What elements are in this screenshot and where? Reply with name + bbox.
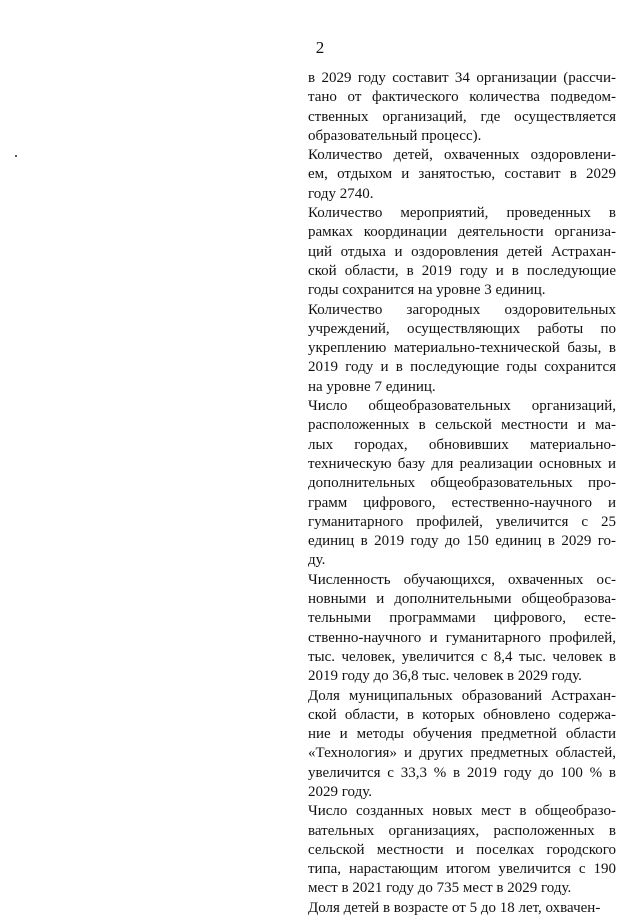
text-line: Доля муниципальных образований Астрахан- — [308, 687, 616, 704]
text-line: тано от фактического количества подведом- — [308, 89, 616, 106]
text-line: Число общеобразовательных организаций, — [308, 398, 616, 415]
text-line: ду. — [308, 552, 326, 569]
paragraph — [308, 687, 616, 803]
text-line: ственно-научного и гуманитарного профилей, — [308, 629, 616, 646]
text-line: 2029 году. — [308, 783, 372, 800]
scan-speck — [15, 155, 17, 157]
text-line: техническую базу для реализации основных и — [308, 455, 616, 472]
paragraph — [308, 571, 616, 687]
text-line: ций отдыха и оздоровления детей Астрахан- — [308, 243, 616, 260]
text-line: ние и методы обучения предметной области — [308, 726, 616, 743]
text-line: расположенных в сельской местности и ма- — [308, 417, 616, 434]
text-line: увеличится с 33,3 % в 2019 году до 100 % в — [308, 764, 616, 781]
paragraph — [308, 899, 616, 918]
text-line: лых городах, обновивших материально- — [308, 436, 616, 453]
text-line: образовательный процесс). — [308, 127, 482, 144]
text-line: Количество мероприятий, проведенных в — [308, 205, 616, 222]
text-line: дополнительных общеобразовательных про- — [308, 475, 616, 492]
text-line: 2019 году и в последующие годы сохранится — [308, 359, 616, 376]
paragraph — [308, 301, 616, 397]
paragraph — [308, 802, 616, 898]
text-line: тельными программами цифрового, есте- — [308, 610, 616, 627]
text-line: гуманитарного профилей, увеличится с 25 — [308, 513, 616, 530]
text-line: сельской местности и поселках городского — [308, 841, 616, 858]
paragraph — [308, 69, 616, 146]
text-line: Доля детей в возрасте от 5 до 18 лет, охвачен- — [308, 899, 601, 916]
text-line: ской области, в которых обновлено содержа- — [308, 706, 616, 723]
page-number: 2 — [315, 38, 325, 57]
text-line: новными и дополнительными общеобразова- — [308, 591, 616, 608]
text-line: Количество детей, охваченных оздоровлени- — [308, 147, 616, 164]
text-line: ской области, в 2019 году и в последующие — [308, 262, 616, 279]
text-line: году 2740. — [308, 185, 374, 202]
text-line: учреждений, осуществляющих работы по — [308, 320, 616, 337]
text-line: Численность обучающихся, охваченных ос- — [308, 571, 616, 588]
text-line: мест в 2021 году до 735 мест в 2029 году. — [308, 880, 572, 897]
text-line: «Технология» и других предметных областей, — [308, 745, 616, 762]
text-line: укреплению материально-технической базы, в — [308, 340, 616, 357]
text-line: Число созданных новых мест в общеобразо- — [308, 803, 616, 820]
text-line: грамм цифрового, естественно-научного и — [308, 494, 616, 511]
text-line: на уровне 7 единиц. — [308, 378, 436, 395]
text-line: рамках координации деятельности организа- — [308, 224, 616, 241]
paragraph — [308, 204, 616, 300]
text-line: Количество загородных оздоровительных — [308, 301, 616, 318]
text-line: типа, нарастающим итогом увеличится с 190 — [308, 861, 616, 878]
text-line: годы сохранится на уровне 3 единиц. — [308, 282, 546, 299]
text-line: ственных организаций, где осуществляется — [308, 108, 616, 125]
text-line: ем, отдыхом и занятостью, составит в 2029 — [308, 166, 616, 183]
text-line: в 2029 году составит 34 организации (рассчи- — [308, 70, 616, 86]
text-column — [308, 69, 616, 918]
text-line: единиц в 2019 году до 150 единиц в 2029 го- — [308, 533, 616, 550]
text-line: 2019 году до 36,8 тыс. человек в 2029 году. — [308, 668, 582, 685]
paragraph — [308, 397, 616, 571]
text-line: вательных организациях, расположенных в — [308, 822, 616, 839]
paragraph — [308, 146, 616, 204]
text-line: тыс. человек, увеличится с 8,4 тыс. человек в — [308, 648, 616, 665]
